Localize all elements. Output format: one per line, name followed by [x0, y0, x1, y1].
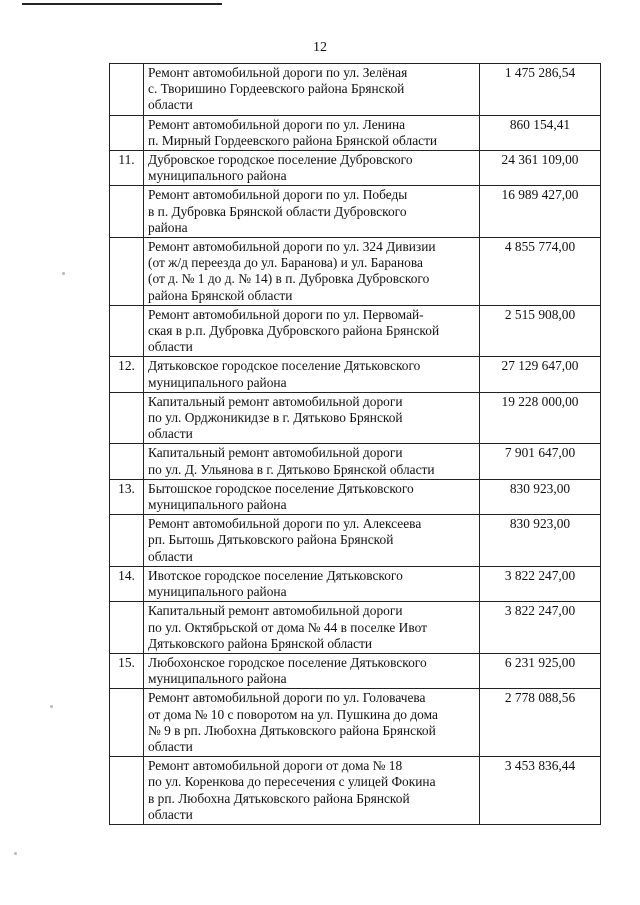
description-line: № 9 в рп. Любохна Дятьковского района Брянской	[148, 722, 436, 738]
budget-table	[109, 63, 601, 825]
description-line: с. Творишино Гордеевского района Брянской	[148, 81, 405, 97]
description-line: Капитальный ремонт автомобильной дороги	[148, 393, 403, 409]
row-amount: 2 515 908,00	[480, 305, 601, 357]
row-description	[144, 305, 480, 357]
description-line: Дубровское городское поселение Дубровского	[148, 152, 413, 168]
description-line: Капитальный ремонт автомобильной дороги	[148, 445, 403, 461]
row-number	[110, 238, 144, 306]
row-amount: 24 361 109,00	[480, 151, 601, 186]
row-number	[110, 64, 144, 116]
table-row	[110, 689, 601, 757]
description-line: области	[148, 339, 193, 355]
row-number	[110, 602, 144, 654]
description-line: Бытошское городское поселение Дятьковского	[148, 480, 414, 496]
table-row	[110, 305, 601, 357]
description-line: Ремонт автомобильной дороги от дома № 18	[148, 758, 403, 774]
description-line: рп. Бытошь Дятьковского района Брянской	[148, 532, 394, 548]
row-description	[144, 515, 480, 567]
description-line: области	[148, 738, 193, 754]
description-line: муниципального района	[148, 497, 287, 513]
row-description	[144, 392, 480, 444]
description-line: муниципального района	[148, 374, 287, 390]
table-row	[110, 566, 601, 601]
page-number: 12	[313, 40, 327, 55]
row-amount: 2 778 088,56	[480, 689, 601, 757]
row-description	[144, 186, 480, 238]
description-line: области	[148, 426, 193, 442]
row-description	[144, 689, 480, 757]
description-line: по ул. Орджоникидзе в г. Дятьково Брянской	[148, 410, 403, 426]
description-line: области	[148, 548, 193, 564]
row-amount: 16 989 427,00	[480, 186, 601, 238]
table-row	[110, 64, 601, 116]
row-number: 11.	[110, 151, 144, 186]
table-row	[110, 115, 601, 150]
table-row	[110, 757, 601, 825]
table-row	[110, 602, 601, 654]
description-line: от дома № 10 с поворотом на ул. Пушкина до дома	[148, 706, 438, 722]
row-description	[144, 357, 480, 392]
row-amount: 7 901 647,00	[480, 444, 601, 479]
row-amount: 4 855 774,00	[480, 238, 601, 306]
description-line: Ремонт автомобильной дороги по ул. Зелёная	[148, 65, 408, 80]
row-description	[144, 602, 480, 654]
row-number	[110, 444, 144, 479]
description-line: Ремонт автомобильной дороги по ул. Алексеева	[148, 516, 422, 532]
row-number	[110, 305, 144, 357]
row-description	[144, 444, 480, 479]
row-amount: 830 923,00	[480, 515, 601, 567]
row-number	[110, 186, 144, 238]
row-amount: 830 923,00	[480, 479, 601, 514]
description-line: района	[148, 219, 188, 235]
row-description	[144, 479, 480, 514]
row-number: 15.	[110, 653, 144, 688]
description-line: Дятьковского района Брянской области	[148, 635, 373, 651]
row-description	[144, 757, 480, 825]
row-description	[144, 566, 480, 601]
description-line: Ремонт автомобильной дороги по ул. Первомай-	[148, 306, 424, 322]
row-amount: 19 228 000,00	[480, 392, 601, 444]
row-amount: 3 822 247,00	[480, 602, 601, 654]
row-number	[110, 689, 144, 757]
description-line: по ул. Коренкова до пересечения с улицей Фокина	[148, 774, 436, 790]
row-amount: 860 154,41	[480, 115, 601, 150]
table-row	[110, 515, 601, 567]
table-row	[110, 444, 601, 479]
row-description	[144, 238, 480, 306]
table-row	[110, 186, 601, 238]
description-line: Ремонт автомобильной дороги по ул. Победы	[148, 187, 408, 203]
table-row	[110, 238, 601, 306]
description-line: Ремонт автомобильной дороги по ул. Головачева	[148, 690, 426, 706]
description-line: Ремонт автомобильной дороги по ул. 324 Дивизии	[148, 239, 436, 255]
row-number	[110, 757, 144, 825]
table-row	[110, 357, 601, 392]
description-line: п. Мирный Гордеевского района Брянской области	[148, 132, 438, 148]
row-number: 14.	[110, 566, 144, 601]
row-description	[144, 64, 480, 116]
description-line: области	[148, 806, 193, 822]
description-line: по ул. Октябрьской от дома № 44 в поселке Ивот	[148, 619, 427, 635]
row-amount: 27 129 647,00	[480, 357, 601, 392]
row-amount: 6 231 925,00	[480, 653, 601, 688]
row-description	[144, 151, 480, 186]
row-number	[110, 392, 144, 444]
description-line: района Брянской области	[148, 287, 293, 303]
description-line: Дятьковское городское поселение Дятьковского	[148, 358, 421, 374]
row-number: 13.	[110, 479, 144, 514]
table-row	[110, 392, 601, 444]
header-rule	[22, 3, 222, 5]
description-line: в п. Дубровка Брянской области Дубровского	[148, 203, 407, 219]
description-line: Ивотское городское поселение Дятьковского	[148, 567, 403, 583]
description-line: муниципального района	[148, 671, 287, 687]
description-line: по ул. Д. Ульянова в г. Дятьково Брянской области	[148, 461, 435, 477]
scan-speck	[62, 272, 65, 275]
table-row	[110, 479, 601, 514]
row-amount: 3 822 247,00	[480, 566, 601, 601]
row-description	[144, 653, 480, 688]
table-row	[110, 151, 601, 186]
row-number: 12.	[110, 357, 144, 392]
row-number	[110, 115, 144, 150]
description-line: муниципального района	[148, 584, 287, 600]
row-amount: 3 453 836,44	[480, 757, 601, 825]
scan-speck	[50, 705, 53, 708]
description-line: муниципального района	[148, 168, 287, 184]
description-line: области	[148, 97, 193, 113]
description-line: (от д. № 1 до д. № 14) в п. Дубровка Дубровского	[148, 271, 430, 287]
scan-speck	[14, 852, 17, 855]
row-number	[110, 515, 144, 567]
description-line: Капитальный ремонт автомобильной дороги	[148, 603, 403, 619]
description-line: Любохонское городское поселение Дятьковского	[148, 654, 427, 670]
description-line: в рп. Любохна Дятьковского района Брянской	[148, 790, 410, 806]
table-row	[110, 653, 601, 688]
description-line: (от ж/д переезда до ул. Баранова) и ул. Баранова	[148, 255, 423, 271]
description-line: ская в р.п. Дубровка Дубровского района Брянской	[148, 323, 440, 339]
row-description	[144, 115, 480, 150]
description-line: Ремонт автомобильной дороги по ул. Ленина	[148, 116, 406, 132]
row-amount: 1 475 286,54	[480, 64, 601, 116]
